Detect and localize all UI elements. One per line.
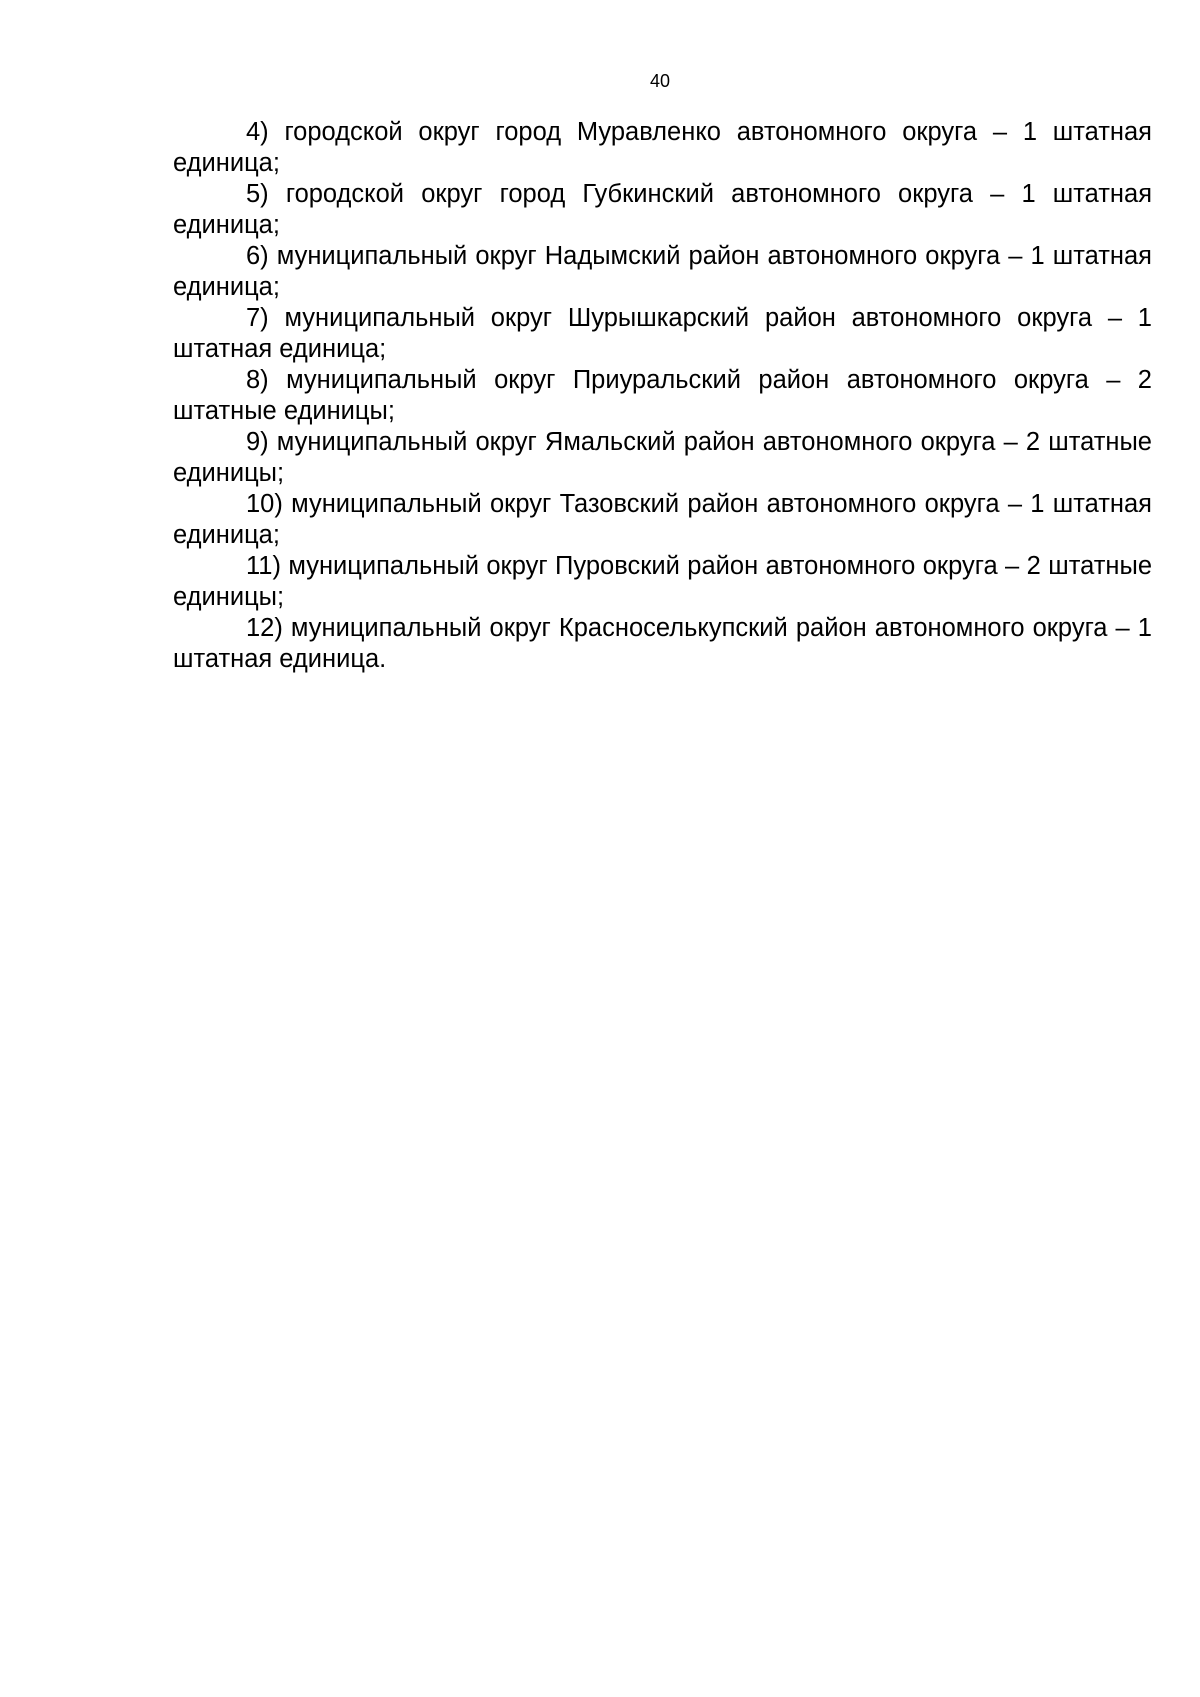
list-item: 8) муниципальный округ Приуральский район автономного округа – 2 штатные единицы; [173,366,1152,425]
list-item: 4) городской округ город Муравленко автономного округа – 1 штатная единица; [173,118,1152,177]
list-item: 5) городской округ город Губкинский автономного округа – 1 штатная единица; [173,180,1152,239]
list-item: 11) муниципальный округ Пуровский район автономного округа – 2 штатные единицы; [173,552,1152,611]
list-item: 10) муниципальный округ Тазовский район автономного округа – 1 штатная единица; [173,490,1152,549]
document-body [173,117,1152,675]
list-item: 12) муниципальный округ Красноселькупский район автономного округа – 1 штатная единица. [173,614,1152,673]
page-number: 40 [649,71,671,91]
list-item: 9) муниципальный округ Ямальский район автономного округа – 2 штатные единицы; [173,428,1152,487]
list-item: 7) муниципальный округ Шурышкарский район автономного округа – 1 штатная единица; [173,304,1152,363]
list-item: 6) муниципальный округ Надымский район автономного округа – 1 штатная единица; [173,242,1152,301]
